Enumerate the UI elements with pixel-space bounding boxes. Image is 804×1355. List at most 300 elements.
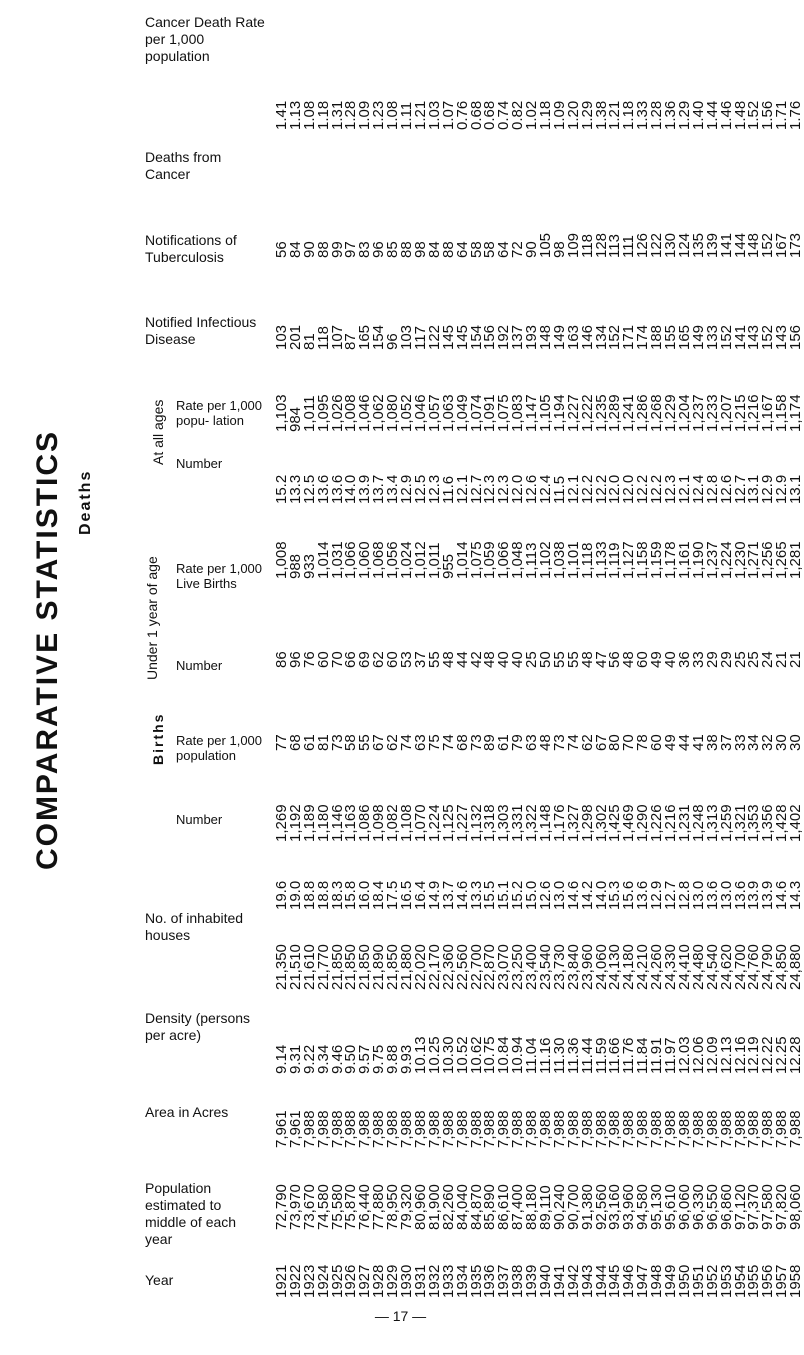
year-column <box>509 58 527 1298</box>
table-cell: 21 <box>787 651 804 668</box>
table-cell: 7,988 <box>773 1110 791 1148</box>
table-cell: 1,290 <box>634 804 652 842</box>
table-cell: 40 <box>495 651 513 668</box>
table-cell: 1,216 <box>662 804 680 842</box>
table-cell: 21,850 <box>356 944 374 990</box>
year-column <box>523 58 541 1298</box>
table-cell: 1,159 <box>648 541 666 579</box>
table-cell: 10.75 <box>481 1036 499 1074</box>
table-cell: 1.18 <box>314 100 332 130</box>
table-cell: 118 <box>314 326 332 350</box>
table-cell: 1,402 <box>787 804 804 842</box>
table-cell: 13.9 <box>745 880 763 910</box>
table-cell: 37 <box>717 734 735 751</box>
table-cell: 78 <box>634 734 652 751</box>
table-cell: 1.44 <box>703 100 721 130</box>
table-cell: 7,988 <box>425 1110 443 1148</box>
table-cell: 10.94 <box>509 1036 527 1074</box>
table-cell: 13.3 <box>286 474 304 504</box>
table-cell: 12.0 <box>509 474 527 504</box>
table-cell: 90 <box>523 241 541 258</box>
table-cell: 12.4 <box>537 474 554 504</box>
table-cell: 56 <box>606 651 624 668</box>
table-cell: 137 <box>509 324 527 350</box>
table-cell: 1,102 <box>537 541 554 579</box>
table-cell: 87,400 <box>509 1184 527 1230</box>
table-cell: 18.4 <box>370 880 388 910</box>
table-cell: 24,260 <box>648 944 666 990</box>
table-cell: 7,988 <box>300 1110 318 1148</box>
year-cell: 1947 <box>634 1264 652 1298</box>
table-cell: 98 <box>411 241 429 258</box>
table-cell: 109 <box>564 232 582 258</box>
table-cell: 67 <box>592 734 610 751</box>
year-column <box>703 58 721 1298</box>
table-cell: 1,125 <box>439 804 457 842</box>
table-cell: 97,820 <box>773 1184 791 1230</box>
table-cell: 152 <box>606 324 624 350</box>
year-column <box>592 58 610 1298</box>
year-cell: 1956 <box>759 1264 777 1298</box>
year-cell: 1948 <box>648 1264 666 1298</box>
table-cell: 86,610 <box>495 1184 513 1230</box>
table-cell: 68 <box>453 734 471 751</box>
table-cell: 14.0 <box>592 880 610 910</box>
table-cell: 1,189 <box>300 804 318 842</box>
table-cell: 1,103 <box>273 394 290 432</box>
table-cell: 23,250 <box>509 944 527 990</box>
table-cell: 12.1 <box>675 474 693 504</box>
table-cell: 13.3 <box>467 880 485 910</box>
year-cell: 1928 <box>370 1264 388 1298</box>
table-cell: 12.3 <box>495 474 513 504</box>
table-cell: 1,024 <box>398 541 416 579</box>
table-cell: 1,230 <box>731 541 749 579</box>
table-cell: 24,850 <box>773 944 791 990</box>
table-cell: 1,227 <box>564 394 582 432</box>
table-cell: 97,370 <box>745 1184 763 1230</box>
table-cell: 75 <box>425 734 443 751</box>
table-cell: 1,229 <box>662 394 680 432</box>
table-cell: 12.16 <box>731 1036 749 1074</box>
year-column <box>398 58 416 1298</box>
table-cell: 14.6 <box>453 880 471 910</box>
table-cell: 1.40 <box>689 100 707 130</box>
table-cell: 62 <box>370 651 388 668</box>
table-cell: 83 <box>356 241 374 258</box>
table-cell: 79,320 <box>398 1184 416 1230</box>
year-column <box>384 58 402 1298</box>
table-cell: 12.2 <box>592 474 610 504</box>
table-cell: 96 <box>286 651 304 668</box>
table-cell: 49 <box>662 734 680 751</box>
table-cell: 50 <box>537 651 554 668</box>
table-cell: 90,240 <box>550 1184 568 1230</box>
table-cell: 12.3 <box>481 474 499 504</box>
table-cell: 19.6 <box>273 880 290 910</box>
table-cell: 1,060 <box>356 541 374 579</box>
table-cell: 1,014 <box>314 541 332 579</box>
table-cell: 1.11 <box>398 101 416 130</box>
table-cell: 1,133 <box>592 541 610 579</box>
year-cell: 1954 <box>731 1264 749 1298</box>
table-cell: 1,118 <box>578 542 596 579</box>
table-cell: 61 <box>495 734 513 751</box>
label-density: Density (persons per acre) <box>145 1010 251 1043</box>
table-cell: 12.1 <box>453 474 471 504</box>
table-cell: 92,560 <box>592 1184 610 1230</box>
table-cell: 1,026 <box>328 394 346 432</box>
table-cell: 148 <box>537 324 554 350</box>
table-cell: 11.84 <box>634 1037 652 1074</box>
table-cell: 79 <box>509 734 527 751</box>
table-cell: 165 <box>675 324 693 350</box>
table-cell: 12.13 <box>717 1036 735 1074</box>
table-cell: 22,870 <box>481 944 499 990</box>
table-cell: 1,127 <box>620 541 638 579</box>
year-column <box>620 58 638 1298</box>
table-cell: 94,580 <box>634 1184 652 1230</box>
year-column <box>495 58 513 1298</box>
table-cell: 75,870 <box>342 1184 360 1230</box>
table-cell: 1,298 <box>578 804 596 842</box>
table-cell: 1.33 <box>634 100 652 130</box>
table-cell: 1,113 <box>523 542 541 579</box>
year-cell: 1958 <box>787 1264 804 1298</box>
table-cell: 1.13 <box>286 100 304 130</box>
table-cell: 21,880 <box>398 944 416 990</box>
table-cell: 23,400 <box>523 944 541 990</box>
table-cell: 0.68 <box>481 100 499 130</box>
year-cell: 1927 <box>356 1264 374 1298</box>
table-cell: 97,580 <box>759 1184 777 1230</box>
table-cell: 12.6 <box>717 474 735 504</box>
table-cell: 1,190 <box>689 541 707 579</box>
year-cell: 1931 <box>411 1264 429 1298</box>
table-cell: 67 <box>370 734 388 751</box>
table-cell: 58 <box>467 241 485 258</box>
table-cell: 22,560 <box>453 944 471 990</box>
table-cell: 7,988 <box>411 1110 429 1148</box>
table-cell: 33 <box>731 734 749 751</box>
table-cell: 40 <box>662 651 680 668</box>
table-cell: 12.5 <box>300 474 318 504</box>
table-cell: 149 <box>550 324 568 350</box>
table-cell: 48 <box>481 651 499 668</box>
table-cell: 163 <box>564 324 582 350</box>
table-cell: 24,330 <box>662 944 680 990</box>
year-cell: 1929 <box>384 1264 402 1298</box>
table-cell: 105 <box>537 232 554 258</box>
table-cell: 14.6 <box>773 880 791 910</box>
table-cell: 84 <box>425 241 443 258</box>
table-cell: 88 <box>398 241 416 258</box>
table-cell: 7,988 <box>328 1110 346 1148</box>
year-cell: 1921 <box>273 1264 290 1298</box>
label-births-number: Number <box>176 812 223 827</box>
year-cell: 1941 <box>550 1264 568 1298</box>
year-column <box>273 58 290 1298</box>
table-cell: 122 <box>425 324 443 350</box>
table-cell: 134 <box>592 324 610 350</box>
table-cell: 1,224 <box>425 804 443 842</box>
table-cell: 98 <box>550 241 568 258</box>
year-column <box>745 58 763 1298</box>
table-cell: 38 <box>703 734 721 751</box>
year-column <box>453 58 471 1298</box>
table-cell: 1,226 <box>648 804 666 842</box>
year-column <box>537 58 554 1298</box>
label-infectious-disease: Notified Infectious Disease <box>145 314 257 347</box>
label-deaths-group: Deaths <box>77 469 94 535</box>
table-cell: 1,235 <box>592 394 610 432</box>
table-cell: 89 <box>481 734 499 751</box>
table-cell: 12.09 <box>703 1036 721 1074</box>
table-cell: 12.19 <box>745 1036 763 1074</box>
year-cell: 1946 <box>620 1264 638 1298</box>
table-cell: 1.08 <box>300 100 318 130</box>
table-cell: 133 <box>703 324 721 350</box>
table-cell: 88,180 <box>523 1184 541 1230</box>
table-cell: 1,428 <box>773 804 791 842</box>
table-cell: 7,988 <box>509 1110 527 1148</box>
table-cell: 22,360 <box>439 944 457 990</box>
table-cell: 1,216 <box>745 394 763 432</box>
table-cell: 141 <box>731 324 749 350</box>
table-cell: 7,988 <box>731 1110 749 1148</box>
table-cell: 82,260 <box>439 1184 457 1230</box>
table-cell: 24,210 <box>634 944 652 990</box>
table-cell: 7,961 <box>273 1110 290 1148</box>
table-cell: 75,580 <box>328 1184 346 1230</box>
table-cell: 13.9 <box>356 474 374 504</box>
table-cell: 18.3 <box>328 880 346 910</box>
table-cell: 1,066 <box>495 541 513 579</box>
table-cell: 88 <box>314 241 332 258</box>
table-cell: 1,098 <box>370 804 388 842</box>
table-cell: 1.09 <box>550 100 568 130</box>
table-cell: 1.36 <box>662 100 680 130</box>
table-cell: 11.16 <box>537 1037 554 1074</box>
table-cell: 1,163 <box>342 804 360 842</box>
table-cell: 152 <box>759 324 777 350</box>
year-cell: 1950 <box>675 1264 693 1298</box>
table-cell: 90,700 <box>564 1184 582 1230</box>
year-column <box>634 58 652 1298</box>
table-cell: 1.18 <box>537 100 554 130</box>
table-cell: 21,890 <box>370 944 388 990</box>
table-cell: 66 <box>342 651 360 668</box>
year-column <box>356 58 374 1298</box>
table-cell: 73 <box>467 734 485 751</box>
table-cell: 1,469 <box>620 804 638 842</box>
table-cell: 13.6 <box>731 880 749 910</box>
table-cell: 1.76 <box>787 100 804 130</box>
table-cell: 1,331 <box>509 804 527 842</box>
table-cell: 7,988 <box>523 1110 541 1148</box>
table-cell: 30 <box>787 734 804 751</box>
year-column <box>550 58 568 1298</box>
table-cell: 87 <box>342 333 360 350</box>
table-cell: 44 <box>453 651 471 668</box>
table-cell: 11.66 <box>606 1037 624 1074</box>
table-cell: 7,988 <box>606 1110 624 1148</box>
table-cell: 13.7 <box>370 474 388 504</box>
table-cell: 9.46 <box>328 1044 346 1074</box>
table-cell: 1.41 <box>273 100 290 130</box>
table-cell: 13.1 <box>787 474 804 504</box>
table-cell: 1,215 <box>731 394 749 432</box>
table-cell: 32 <box>759 734 777 751</box>
table-cell: 22,170 <box>425 944 443 990</box>
table-cell: 1.21 <box>411 100 429 130</box>
table-cell: 1,086 <box>356 804 374 842</box>
table-cell: 1,082 <box>384 804 402 842</box>
table-cell: 1,167 <box>759 394 777 432</box>
table-cell: 1,091 <box>481 394 499 432</box>
year-column <box>675 58 693 1298</box>
table-cell: 13.6 <box>703 880 721 910</box>
table-cell: 86 <box>273 651 290 668</box>
table-cell: 193 <box>523 324 541 350</box>
table-cell: 1,176 <box>550 804 568 842</box>
year-cell: 1955 <box>745 1264 763 1298</box>
table-cell: 1,281 <box>787 541 804 579</box>
year-column <box>467 58 485 1298</box>
table-cell: 58 <box>342 734 360 751</box>
table-cell: 118 <box>578 234 596 258</box>
table-cell: 25 <box>745 651 763 668</box>
table-cell: 174 <box>634 324 652 350</box>
table-cell: 15.2 <box>509 880 527 910</box>
table-cell: 1,012 <box>411 541 429 579</box>
table-cell: 23,730 <box>550 944 568 990</box>
table-cell: 24,790 <box>759 944 777 990</box>
table-cell: 1.28 <box>342 100 360 130</box>
table-cell: 18.8 <box>300 880 318 910</box>
table-cell: 0.76 <box>453 100 471 130</box>
table-cell: 7,988 <box>537 1110 554 1148</box>
table-cell: 1,031 <box>328 541 346 579</box>
table-cell: 48 <box>537 734 554 751</box>
table-cell: 1.28 <box>648 100 666 130</box>
table-cell: 74 <box>439 734 457 751</box>
table-cell: 103 <box>273 324 290 350</box>
table-cell: 12.4 <box>689 474 707 504</box>
table-cell: 1.20 <box>564 100 582 130</box>
table-cell: 15.0 <box>523 880 541 910</box>
table-cell: 1,011 <box>300 395 318 432</box>
table-cell: 1,105 <box>537 394 554 432</box>
table-cell: 29 <box>717 651 735 668</box>
table-cell: 11.30 <box>550 1037 568 1074</box>
table-cell: 7,988 <box>495 1110 513 1148</box>
label-year: Year <box>145 1272 174 1288</box>
table-cell: 143 <box>745 324 763 350</box>
table-cell: 7,988 <box>759 1110 777 1148</box>
table-cell: 1.07 <box>439 100 457 130</box>
table-cell: 7,988 <box>703 1110 721 1148</box>
table-cell: 62 <box>578 734 596 751</box>
table-cell: 1,008 <box>342 394 360 432</box>
table-cell: 135 <box>689 232 707 258</box>
year-column <box>662 58 680 1298</box>
table-cell: 1,048 <box>509 541 527 579</box>
table-cell: 49 <box>648 651 666 668</box>
label-under-1-rate: Rate per 1,000 Live Births <box>176 561 263 591</box>
year-cell: 1934 <box>453 1264 471 1298</box>
table-cell: 1,052 <box>398 394 416 432</box>
table-cell: 145 <box>453 324 471 350</box>
table-cell: 81,900 <box>425 1184 443 1230</box>
table-cell: 1,057 <box>425 394 443 432</box>
table-cell: 98,060 <box>787 1184 804 1230</box>
table-cell: 9.75 <box>370 1044 388 1074</box>
table-cell: 7,988 <box>467 1110 485 1148</box>
table-cell: 1,204 <box>675 394 693 432</box>
table-cell: 1,237 <box>689 394 707 432</box>
table-cell: 21,850 <box>328 944 346 990</box>
table-cell: 1,132 <box>467 804 485 842</box>
table-cell: 1,353 <box>745 804 763 842</box>
table-cell: 145 <box>439 324 457 350</box>
table-cell: 84,040 <box>453 1184 471 1230</box>
table-cell: 33 <box>689 651 707 668</box>
table-cell: 21,850 <box>384 944 402 990</box>
table-cell: 955 <box>439 553 457 579</box>
table-cell: 23,070 <box>495 944 513 990</box>
table-cell: 93,160 <box>606 1184 624 1230</box>
table-cell: 24,700 <box>731 944 749 990</box>
table-cell: 103 <box>398 324 416 350</box>
table-cell: 55 <box>564 651 582 668</box>
year-column <box>689 58 707 1298</box>
table-cell: 152 <box>717 324 735 350</box>
table-cell: 19.0 <box>286 880 304 910</box>
label-cancer-deaths: Deaths from Cancer <box>145 149 222 182</box>
table-cell: 1.23 <box>370 100 388 130</box>
table-cell: 12.3 <box>425 474 443 504</box>
table-cell: 1,148 <box>537 804 554 842</box>
table-cell: 55 <box>550 651 568 668</box>
table-cell: 988 <box>286 553 304 579</box>
table-cell: 15.2 <box>273 474 290 504</box>
table-cell: 9.50 <box>342 1044 360 1074</box>
table-cell: 12.28 <box>787 1036 804 1074</box>
table-cell: 155 <box>662 324 680 350</box>
year-column <box>411 58 429 1298</box>
table-cell: 12.03 <box>675 1036 693 1074</box>
table-cell: 1,265 <box>773 541 791 579</box>
table-cell: 7,961 <box>286 1110 304 1148</box>
table-cell: 15.5 <box>481 880 499 910</box>
table-cell: 14.3 <box>787 880 804 910</box>
table-cell: 7,988 <box>550 1110 568 1148</box>
table-cell: 11.44 <box>578 1037 596 1074</box>
table-cell: 1,063 <box>439 394 457 432</box>
table-cell: 7,988 <box>675 1110 693 1148</box>
table-cell: 48 <box>439 651 457 668</box>
table-cell: 1,095 <box>314 394 332 432</box>
year-column <box>578 58 596 1298</box>
table-cell: 12.9 <box>773 474 791 504</box>
table-cell: 0.68 <box>467 100 485 130</box>
table-cell: 1,233 <box>703 394 721 432</box>
table-cell: 60 <box>314 651 332 668</box>
table-cell: 154 <box>370 324 388 350</box>
table-cell: 76,440 <box>356 1184 374 1230</box>
table-cell: 64 <box>495 241 513 258</box>
